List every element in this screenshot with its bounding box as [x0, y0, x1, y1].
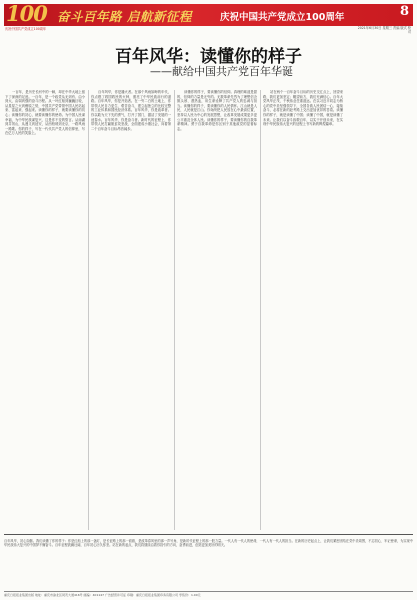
column-3-text: 读懂你的样子，要读懂你的信仰。真理的味道是甜的，信仰的力量是无穷的。无数革命先烈为了理想信念抛头颅、洒热血，用生命诠释了共产党人的忠诚与担当。读懂你的样子，要读懂你的人民情怀。江山就是人民，人民就是江山。你始终把人民放在心中最高位置，坚持以人民为中心的发展思想，让改革发展成果更多更公平惠及全体人民。读懂你的样子，要读懂你的自我革命精神。勇于自我革命是你区别于其他政党的显著标志。 — [177, 90, 257, 131]
masthead-slogan: 奋斗百年路 启航新征程 — [57, 9, 192, 24]
column-1-text: 一百年，是历史长河中的一瞬，却在中华大地上留下了深深的足迹。一百年，是一个政党从无到有、由小到大、由弱到强的奋斗历程。从一叶红船到巍巍巨轮，从星星之火到燎原之势，中国共产党带领中国人民站起来、富起来、强起来。读懂你的样子，就要读懂你的初心；读懂你的初心，就要读懂你的使命。为中国人民谋幸福，为中华民族谋复兴，这是你不变的誓言。从南湖到井冈山，从遵义到延安，从西柏坡到北京，一路风雨一路歌。你的样子，写在一代代共产党人的信仰里，写在亿万人民的笑脸上。 — [5, 90, 85, 136]
column-divider — [88, 90, 89, 530]
column-divider — [174, 90, 175, 530]
masthead-tiny-motto: 庆祝中国共产党成立100周年 — [5, 27, 47, 31]
page-number: 8 — [399, 4, 409, 19]
masthead-banner — [4, 1, 413, 26]
issue-info: 2021年6月30日 星期三 责编 版式 校对 — [357, 26, 411, 34]
article-subtitle: ——献给中国共产党百年华诞 — [150, 65, 293, 78]
centenary-logo: 100 — [6, 1, 47, 26]
article-column-4 — [263, 90, 343, 530]
article-title: 百年风华：读懂你的样子 — [115, 47, 302, 67]
article-column-3 — [177, 90, 257, 530]
column-4-text: 站在两个一百年奋斗目标的历史交汇点上，回望来路，我们更加坚定；眺望前方，我们充满信心。百年大党风华正茂，千秋伟业任重道远。在以习近平同志为核心的党中央坚强领导下，全国各族人民团结一心、接续奋斗，必将在新的赶考路上交出更加优异的答卷。读懂你的样子，就是读懂了中国；读懂了中国，就是读懂了未来。让我们以奋斗致敬百年，以实干开创未来，在实现中华民族伟大复兴的征程上书写新的辉煌篇章。 — [263, 90, 343, 127]
masthead-sub-slogan: 庆祝中国共产党成立100周年 — [220, 12, 345, 23]
article-column-1 — [5, 90, 85, 530]
column-2-text: 百年风华，你是播火者。在那个风雨如晦的年代，你点燃了救国救民的火种，照亮了中华民族前行的道路。百年风华，你是开拓者。在一穷二白的土地上，你带领人民自力更生、艰苦奋斗，建立起独立的比较完整的工业体系和国民经济体系。百年风华，你是改革者。你以敢为天下先的勇气，打开了国门，激活了发展的一池春水。百年风华，你是奋斗者。新时代的征程上，你带领人民打赢脱贫攻坚战，全面建成小康社会，向着第二个百年奋斗目标昂首阔步。 — [91, 90, 171, 131]
article-column-2 — [91, 90, 171, 530]
page-footer: 重庆日报报业集团出版 地址：重庆市渝北区同茂大道416号 邮编：401147 广告经营许可证 印刷：重庆日报报业集团印务有限公司 零售价：1.00元 — [4, 591, 413, 599]
column-divider — [260, 90, 261, 530]
closing-section: 百年风华，初心如磐。我们读懂了你的样子：你是红船上的那一盏灯，是长征路上的那一面旗，是改革春风里的那一声号角，是新时代征程上的那一股力量。一代人有一代人的使命，一代人有一代人的担当。在新的历史起点上，让我们紧密团结在党中央周围，不忘初心、牢记使命，为实现中华民族伟大复兴的中国梦不懈奋斗。百年征程波澜壮阔，百年初心历久弥坚。站在新的起点，我们将继续沿着你指引的方向，奋勇前进，创造更加美好的明天。 — [4, 539, 413, 548]
section-rule — [4, 534, 413, 535]
